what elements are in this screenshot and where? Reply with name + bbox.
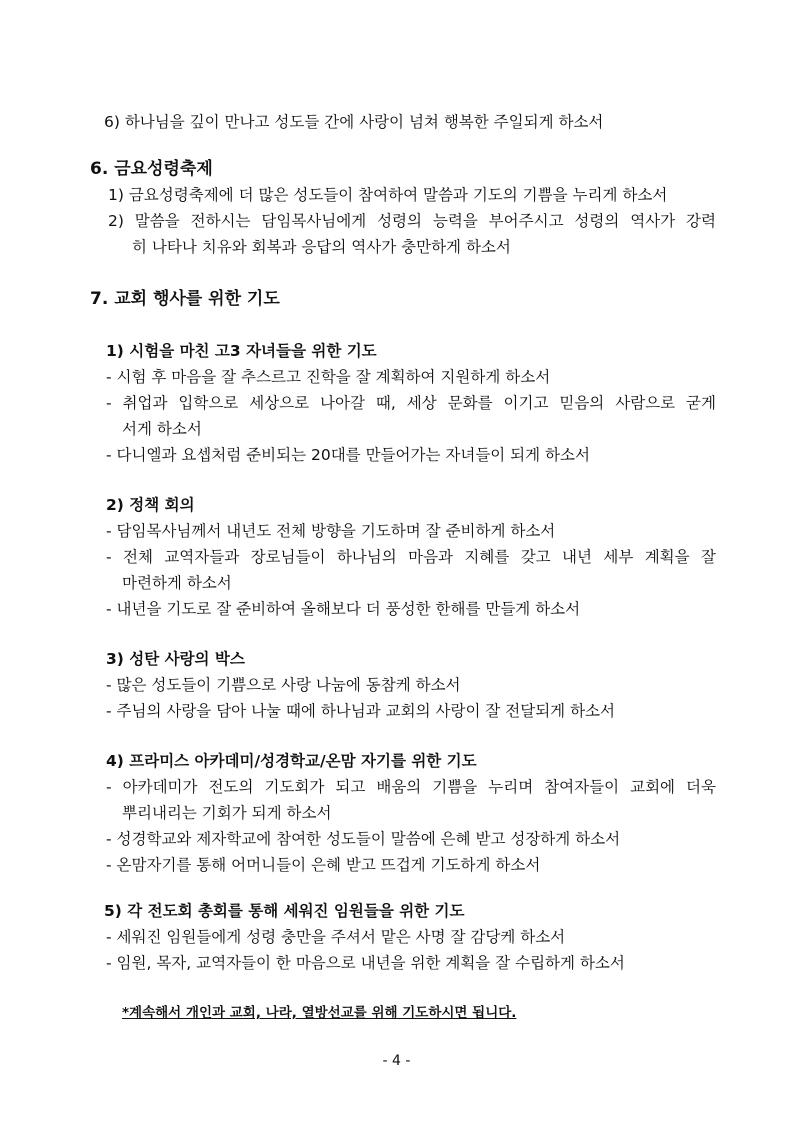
sub-4-line-1: - 아카데미가 전도의 기도회가 되고 배움의 기쁨을 누리며 참여자들이 교회에 더욱: [106, 778, 716, 796]
sub-1-title: 1) 시험을 마친 고3 자녀들을 위한 기도: [106, 342, 377, 360]
sub-2-line-2: - 전체 교역자들과 장로님들이 하나님의 마음과 지혜를 갖고 내년 세부 계획을 잘: [106, 548, 716, 566]
sub-2-line-4: - 내년을 기도로 잘 준비하여 올해보다 더 풍성한 한해를 만들게 하소서: [106, 600, 581, 618]
sub-3-line-2: - 주님의 사랑을 담아 나눌 때에 하나님과 교회의 사랑이 잘 전달되게 하소서: [106, 702, 615, 720]
sub-5-line-1: - 세워진 임원들에게 성령 충만을 주셔서 맡은 사명 잘 감당케 하소서: [106, 928, 566, 946]
sub-4-line-4: - 온맘자기를 통해 어머니들이 은혜 받고 뜨겁게 기도하게 하소서: [106, 856, 541, 874]
section-6-item-2: 2) 말씀을 전하시는 담임목사님에게 성령의 능력을 부어주시고 성령의 역사가 강력: [108, 212, 716, 230]
section-6-item-1: 1) 금요성령축제에 더 많은 성도들이 참여하여 말씀과 기도의 기쁨을 누리게 하소서: [108, 186, 668, 204]
section-7-heading: 7. 교회 행사를 위한 기도: [90, 289, 280, 309]
sub-5-title: 5) 각 전도회 총회를 통해 세워진 임원들을 위한 기도: [104, 902, 465, 920]
sub-1-line-4: - 다니엘과 요셉처럼 준비되는 20대를 만들어가는 자녀들이 되게 하소서: [106, 446, 590, 464]
section-6-heading: 6. 금요성령축제: [90, 159, 213, 179]
sub-2-line-3: 마련하게 하소서: [122, 574, 232, 592]
sub-1-line-1: - 시험 후 마음을 잘 추스르고 진학을 잘 계획하여 지원하게 하소서: [106, 368, 551, 386]
sub-3-line-1: - 많은 성도들이 기쁨으로 사랑 나눔에 동참케 하소서: [106, 676, 461, 694]
sub-4-title: 4) 프라미스 아카데미/성경학교/온맘 자기를 위한 기도: [106, 752, 477, 770]
sub-3-title: 3) 성탄 사랑의 박스: [106, 650, 245, 668]
sub-2-line-1: - 담임목사님께서 내년도 전체 방향을 기도하며 잘 준비하게 하소서: [106, 522, 556, 540]
sub-1-line-2: - 취업과 입학으로 세상으로 나아갈 때, 세상 문화를 이기고 믿음의 사람으로 굳게: [106, 394, 716, 412]
sub-2-title: 2) 정책 회의: [106, 496, 195, 514]
section-6-item-2-cont: 히 나타나 치유와 회복과 응답의 역사가 충만하게 하소서: [132, 238, 511, 256]
page-number: - 4 -: [382, 1053, 411, 1069]
intro-item-6: 6) 하나님을 깊이 만나고 성도들 간에 사랑이 넘쳐 행복한 주일되게 하소서: [104, 113, 604, 131]
closing-note: *계속해서 개인과 교회, 나라, 열방선교를 위해 기도하시면 됩니다.: [122, 1005, 517, 1021]
sub-1-line-3: 서게 하소서: [122, 420, 202, 438]
sub-4-line-3: - 성경학교와 제자학교에 참여한 성도들이 말씀에 은혜 받고 성장하게 하소서: [106, 830, 621, 848]
sub-4-line-2: 뿌리내리는 기회가 되게 하소서: [122, 804, 332, 822]
sub-5-line-2: - 임원, 목자, 교역자들이 한 마음으로 내년을 위한 계획을 잘 수립하게 하소서: [106, 954, 625, 972]
